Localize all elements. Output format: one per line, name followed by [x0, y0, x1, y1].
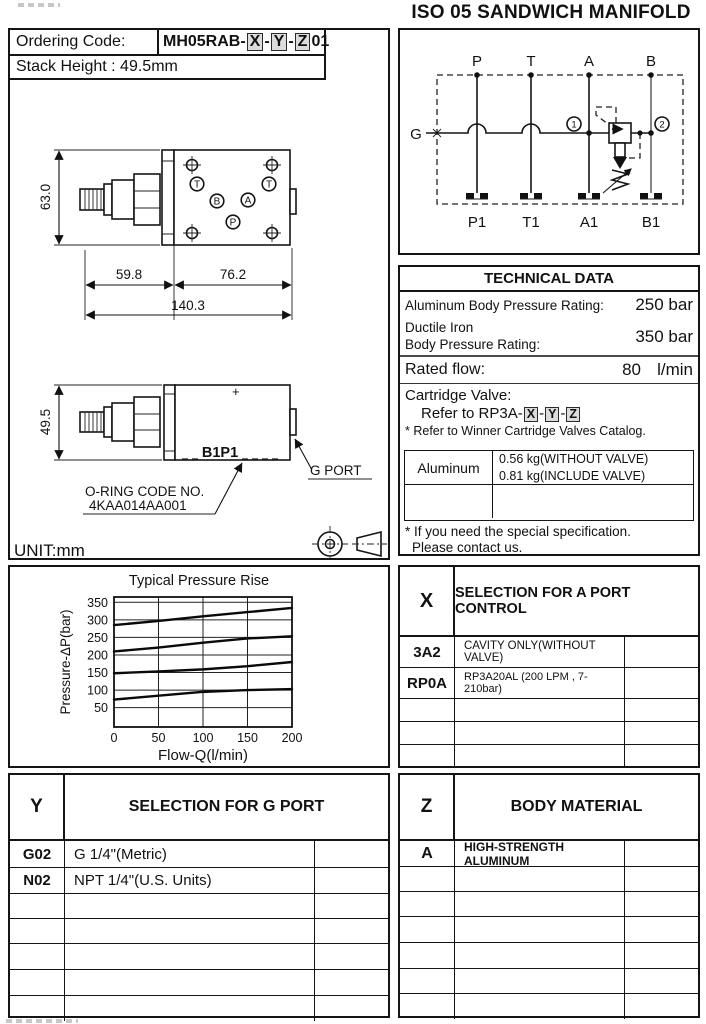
port-label-b1: B1 — [641, 214, 661, 231]
hydraulic-schematic-panel — [398, 28, 700, 255]
g-port-callout — [295, 439, 372, 479]
dim-140-3-text: 140.3 — [171, 298, 205, 313]
rated-flow-label: Rated flow: — [405, 361, 486, 378]
x-tick-label: 200 — [281, 731, 303, 745]
x-row-desc: CAVITY ONLY(WITHOUT VALVE) — [455, 637, 625, 667]
relief-valve-symbol — [586, 107, 654, 193]
ordering-code-suffix: 01 — [311, 33, 330, 50]
z-table-empty-row — [400, 969, 698, 994]
pressure-rise-chart-panel — [8, 565, 390, 768]
z-row-code: A — [400, 841, 455, 866]
oring-label-line2: 4KAA014AA001 — [89, 498, 187, 513]
face-port-t2: T — [265, 179, 273, 191]
y-table-code-header: Y — [10, 775, 65, 839]
weight-include-valve: 0.81 kg(INCLUDE VALVE) — [499, 468, 646, 483]
callout-1: 1 — [571, 119, 577, 131]
x-table-title: SELECTION FOR A PORT CONTROL — [455, 585, 631, 617]
cartridge-z-box: Z — [566, 407, 580, 422]
port-label-t: T — [526, 53, 536, 70]
x-tick-label: 0 — [110, 731, 118, 745]
stack-height-label: Stack Height : 49.5mm — [16, 58, 178, 75]
dim-59-8-text: 59.8 — [115, 267, 143, 282]
z-table-row-a — [400, 841, 698, 867]
y-table-empty-row — [10, 970, 388, 996]
z-table-code-header: Z — [400, 775, 455, 839]
port-label-a: A — [583, 53, 595, 70]
y-axis-label: Pressure-ΔP(bar) — [58, 609, 73, 715]
cartridge-y-box: Y — [545, 407, 559, 422]
top-smudge — [18, 3, 60, 7]
x-row-extra-cell — [625, 668, 698, 698]
rated-flow-unit: l/min — [657, 360, 693, 379]
ordering-code-z-box: Z — [295, 33, 311, 52]
x-tick-label: 50 — [151, 731, 166, 745]
pressure-rise-chart-svg — [10, 567, 388, 766]
ductile-rating-row — [400, 318, 698, 357]
ordering-code-label: Ordering Code: — [16, 33, 126, 50]
y-table-empty-row — [10, 996, 388, 1021]
x-row-code: RP0A — [400, 668, 455, 698]
g-label: G — [410, 126, 422, 143]
y-table-title: SELECTION FOR G PORT — [128, 798, 325, 815]
z-table-empty-row — [400, 943, 698, 969]
z-row-extra-cell — [625, 841, 698, 866]
x-table-row-rp0a — [400, 668, 698, 699]
port-label-a1: A1 — [579, 214, 599, 231]
face-port-t1: T — [193, 179, 201, 191]
page-title: ISO 05 SANDWICH MANIFOLD — [411, 2, 691, 23]
cartridge-dash1: - — [539, 405, 545, 422]
rated-flow-value: 80 — [622, 360, 641, 379]
x-table-code-header: X — [400, 567, 455, 635]
cartridge-note: * Refer to Winner Cartridge Valves Catalog. — [405, 424, 646, 439]
dimension-drawing-panel — [8, 28, 390, 560]
weight-row-empty — [405, 485, 693, 518]
y-row-extra-cell — [315, 868, 388, 893]
z-body-material-table — [398, 773, 700, 1018]
technical-data-title: TECHNICAL DATA — [484, 270, 614, 287]
manifold-boundary — [437, 75, 683, 204]
bottom-port-symbols — [466, 193, 662, 199]
plus-mark: + — [232, 384, 240, 399]
y-tick-label: 200 — [87, 648, 108, 663]
dim-76-2-text: 76.2 — [219, 267, 247, 282]
face-port-a: A — [244, 195, 252, 207]
top-view-drawing — [38, 150, 296, 320]
weight-table — [404, 450, 694, 521]
ordering-code-prefix: MH05RAB- — [163, 33, 246, 50]
y-table-empty-row — [10, 944, 388, 970]
callout-2: 2 — [659, 119, 665, 131]
y-tick-label: 250 — [87, 630, 108, 645]
port-label-p1: P1 — [467, 214, 487, 231]
dim-49-5-text: 49.5 — [38, 408, 53, 436]
y-table-empty-row — [10, 894, 388, 919]
cartridge-valve-line1: Cartridge Valve: — [405, 387, 512, 404]
technical-data-panel — [398, 265, 700, 556]
z-table-title: BODY MATERIAL — [510, 798, 643, 815]
x-row-extra-cell — [625, 637, 698, 667]
schematic-bottom-labels — [468, 214, 660, 231]
z-table-empty-row — [400, 867, 698, 892]
y-row-code: G02 — [10, 841, 65, 867]
special-spec-footnote — [405, 524, 631, 556]
port-label-t1: T1 — [522, 214, 540, 231]
technical-data-title-row — [400, 267, 698, 292]
face-port-p: P — [229, 217, 237, 229]
ductile-rating-value: 350 bar — [635, 326, 693, 346]
x-selection-table — [398, 565, 700, 768]
z-row-desc: HIGH-STRENGTH ALUMINUM — [455, 841, 625, 866]
z-table-empty-row — [400, 892, 698, 917]
ductile-rating-label-line2: Body Pressure Rating: — [405, 336, 541, 352]
oring-callout — [83, 463, 242, 514]
rated-flow-row — [400, 357, 698, 384]
y-tick-label: 100 — [87, 683, 108, 698]
schematic-top-labels — [472, 53, 656, 70]
cartridge-dash2: - — [560, 405, 566, 422]
z-table-empty-row — [400, 917, 698, 943]
chart-title: Typical Pressure Rise — [128, 573, 270, 589]
relief-valve-profile-side — [80, 397, 160, 447]
y-row-desc: G 1/4"(Metric) — [65, 841, 315, 867]
weight-without-valve: 0.56 kg(WITHOUT VALVE) — [499, 452, 649, 467]
aluminum-rating-label: Aluminum Body Pressure Rating: — [405, 297, 604, 313]
dim-63-text: 63.0 — [38, 183, 53, 211]
cartridge-valve-block — [400, 384, 698, 450]
footnote-line1: * If you need the special specification. — [405, 524, 631, 539]
y-table-empty-row — [10, 919, 388, 944]
weight-row-aluminum — [405, 451, 693, 485]
side-view-drawing — [14, 384, 387, 558]
x-axis-label: Flow-Q(l/min) — [158, 747, 248, 764]
adjustment-arrow — [603, 169, 631, 193]
body-label-b1p1: B1P1 — [201, 445, 239, 461]
face-port-b: B — [213, 196, 221, 208]
y-row-code: N02 — [10, 868, 65, 893]
x-tick-label: 100 — [192, 731, 214, 745]
dimension-drawings-svg — [10, 30, 388, 558]
projection-symbol — [312, 526, 387, 558]
y-tick-label: 300 — [87, 613, 108, 628]
footnote-line2: Please contact us. — [412, 540, 523, 556]
aluminum-rating-row — [400, 292, 698, 318]
x-table-empty-row — [400, 699, 698, 722]
ductile-rating-label-line1: Ductile Iron — [405, 319, 474, 335]
y-tick-label: 50 — [94, 701, 108, 716]
hydraulic-schematic-svg — [400, 30, 698, 253]
x-table-empty-row — [400, 745, 698, 768]
aluminum-rating-value: 250 bar — [635, 295, 693, 314]
ordering-code-x-box: X — [247, 33, 264, 52]
y-row-desc: NPT 1/4"(U.S. Units) — [65, 868, 315, 893]
g-line — [410, 124, 609, 143]
port-label-p: P — [471, 53, 483, 70]
y-table-row-n02 — [10, 868, 388, 894]
x-table-row-3a2 — [400, 637, 698, 668]
oring-label-line1: O-RING CODE NO. — [85, 484, 205, 499]
x-row-code: 3A2 — [400, 637, 455, 667]
port-label-b: B — [645, 53, 657, 70]
cartridge-x-box: X — [524, 407, 538, 422]
ordering-code-dash2: - — [288, 33, 294, 50]
y-tick-label: 150 — [87, 666, 108, 681]
weight-material-cell: Aluminum — [405, 451, 493, 484]
ordering-code-y-box: Y — [271, 33, 288, 52]
y-row-extra-cell — [315, 841, 388, 867]
unit-label: UNIT:mm — [14, 541, 85, 558]
relief-valve-profile-top — [80, 174, 160, 225]
ordering-code-dash1: - — [264, 33, 270, 50]
y-tick-label: 350 — [87, 595, 108, 610]
cartridge-prefix: Refer to RP3A- — [421, 405, 523, 422]
x-row-desc: RP3A20AL (200 LPM , 7-210bar) — [455, 668, 625, 698]
x-table-empty-row — [400, 722, 698, 745]
y-selection-table — [8, 773, 390, 1018]
y-table-row-g02 — [10, 841, 388, 868]
x-tick-label: 150 — [237, 731, 258, 745]
z-table-empty-row — [400, 994, 698, 1019]
g-port-label: G PORT — [310, 463, 362, 478]
cartridge-valve-line2 — [405, 405, 693, 422]
